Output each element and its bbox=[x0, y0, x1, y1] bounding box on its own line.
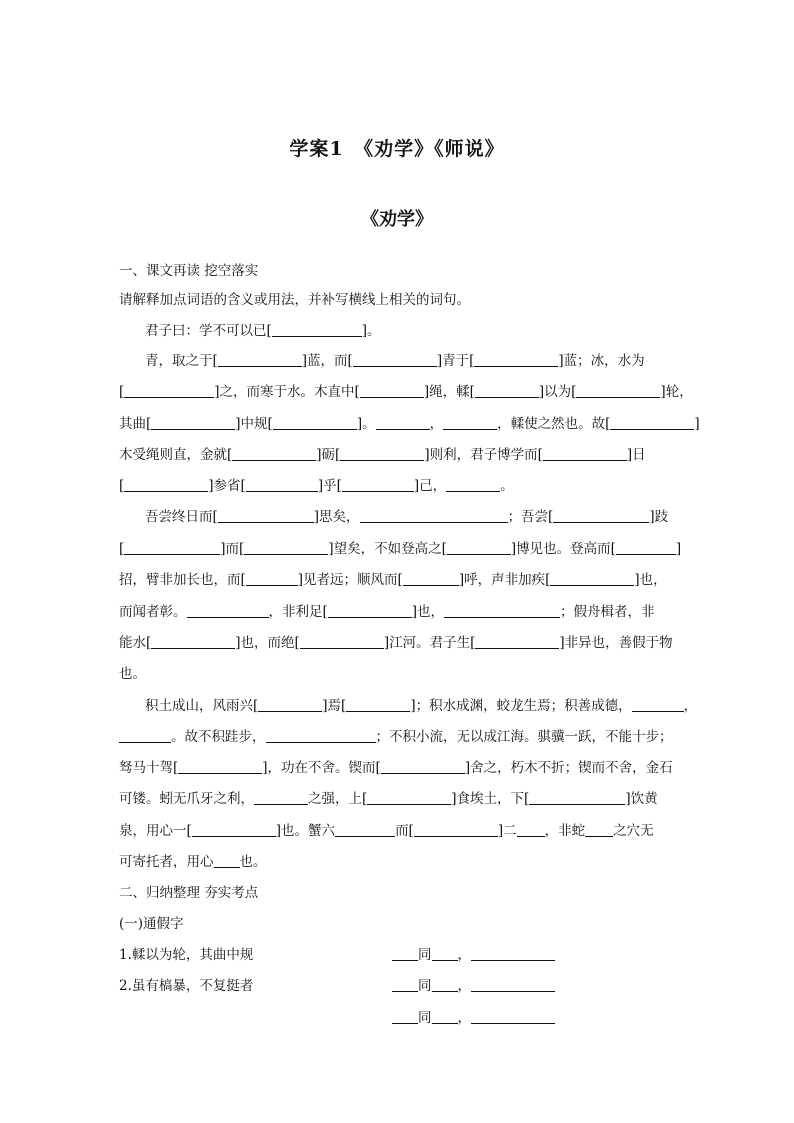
page-title: 学案1 《劝学》《师说》 bbox=[289, 138, 505, 160]
item-2-text: 2.虽有槁暴，不复挺者 bbox=[119, 978, 254, 994]
section-title: 《劝学》 bbox=[361, 209, 433, 230]
passage-line-15: 驽马十驾[ ]，功在不舍。锲而[ ]舍之，朽木不折；锲而不舍，金石 bbox=[119, 760, 673, 776]
passage-line-8: [ ]而[ ]望矣，不如登高之[ ]博见也。登高而[ ] bbox=[119, 541, 682, 557]
item-3-answer: 同 ， bbox=[392, 1009, 555, 1027]
passage-line-1: 君子曰：学不可以已[ ]。 bbox=[145, 323, 381, 339]
passage-line-13: 积土成山，风雨兴[ ]焉[ ]；积水成渊，蛟龙生焉；积善成德， ， bbox=[145, 698, 698, 714]
passage-line-7: 吾尝终日而[ ]思矣， ；吾尝[ ]跂 bbox=[145, 509, 669, 525]
subsection1-heading: (一)通假字 bbox=[119, 916, 184, 932]
instruction-text: 请解释加点词语的含义或用法，并补写横线上相关的词句。 bbox=[119, 292, 470, 308]
passage-line-4: 其曲[ ]中规[ ]。 ， ，輮使之然也。故[ ] bbox=[119, 416, 700, 432]
passage-line-6: [ ]参省[ ]乎[ ]己， 。 bbox=[119, 478, 514, 494]
passage-line-16: 可镂。蚓无爪牙之利， 之强，上[ ]食埃土，下[ ]饮黄 bbox=[119, 791, 658, 807]
passage-line-3: [ ]之，而寒于水。木直中[ ]绳，輮[ ]以为[ ]轮， bbox=[119, 384, 693, 400]
passage-line-2: 青，取之于[ ]蓝，而[ ]青于[ ]蓝；冰，水为 bbox=[145, 353, 645, 369]
passage-line-12: 也。 bbox=[119, 666, 146, 682]
passage-line-18: 可寄托者，用心 也。 bbox=[119, 854, 267, 870]
item-2-answer: 同 ， bbox=[392, 977, 555, 995]
passage-line-9: 招，臂非加长也，而[ ]见者远；顺风而[ ]呼，声非加疾[ ]也， bbox=[119, 572, 667, 588]
item-1-answer: 同 ， bbox=[392, 946, 555, 964]
section1-heading: 一、课文再读 挖空落实 bbox=[119, 263, 259, 279]
item-1-text: 1.輮以为轮，其曲中规 bbox=[119, 947, 254, 963]
passage-line-5: 木受绳则直，金就[ ]砺[ ]则利，君子博学而[ ]日 bbox=[119, 447, 646, 463]
passage-line-17: 泉，用心一[ ]也。蟹六 而[ ]二 ，非蛇 之穴无 bbox=[119, 823, 654, 839]
passage-line-14: 。故不积跬步， ；不积小流，无以成江海。骐骥一跃，不能十步； bbox=[119, 728, 673, 746]
passage-line-10: 而闻者彰。 ，非利足[ ]也， ；假舟楫者，非 bbox=[119, 604, 655, 620]
passage-line-11: 能水[ ]也，而绝[ ]江河。君子生[ ]非异也，善假于物 bbox=[119, 635, 673, 651]
section2-heading: 二、归纳整理 夯实考点 bbox=[119, 885, 259, 901]
